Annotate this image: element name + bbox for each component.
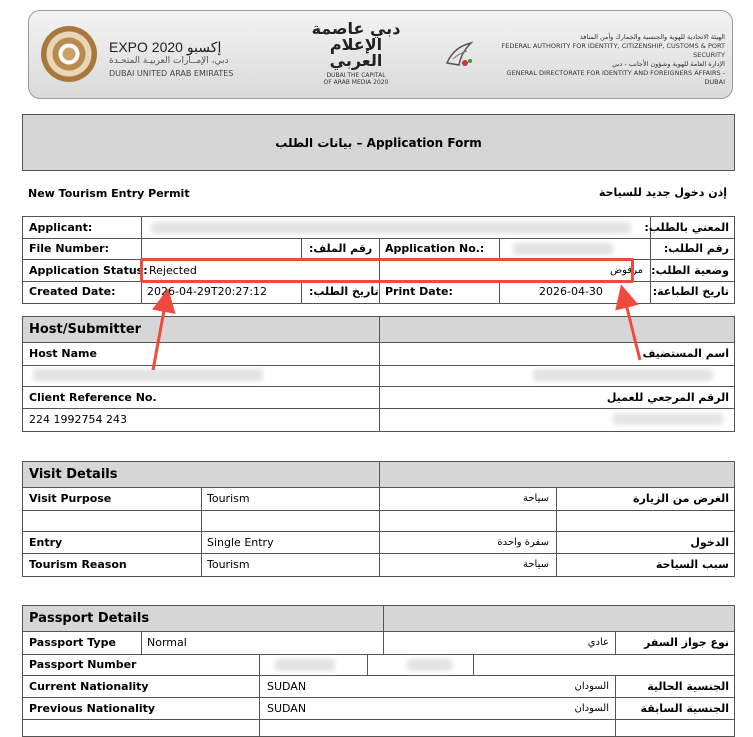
passport-number-label: Passport Number	[29, 658, 137, 671]
visit-purpose-value-ar: سياحة	[523, 493, 549, 504]
file-number-label-ar: رقم الملف:	[309, 242, 373, 255]
gdrfa-english-2: GENERAL DIRECTORATE FOR IDENTITY AND FOREIGNERS AFFAIRS - DUBAI	[506, 69, 725, 86]
print-date-label-ar: تاريخ الطباعة:	[652, 285, 729, 298]
client-ref-label: Client Reference No.	[29, 390, 157, 404]
host-name-label-ar: اسم المستضيف	[642, 347, 729, 360]
status-value: Rejected	[149, 263, 197, 277]
visit-heading: Visit Details	[29, 467, 118, 482]
previous-nationality-label-ar: الجنسية السابقة	[640, 701, 729, 715]
permit-type-en: New Tourism Entry Permit	[28, 187, 190, 200]
gdrfa-english-1: FEDERAL AUTHORITY FOR IDENTITY, CITIZENSHIP, CUSTOMS & PORT SECURITY	[501, 42, 725, 59]
media-logo-arabic: دبي عاصمة الإعلام العربي	[311, 19, 401, 70]
current-nationality-value: SUDAN	[267, 679, 307, 693]
host-heading: Host/Submitter	[29, 322, 142, 337]
created-date-label: Created Date:	[29, 285, 116, 298]
passport-type-value: Normal	[147, 636, 187, 649]
visit-purpose-value: Tourism	[207, 492, 250, 505]
expo-subtitle: DUBAI UNITED ARAB EMIRATES	[109, 69, 234, 78]
permit-type-ar: إذن دخول جديد للسياحة	[598, 186, 727, 199]
applicant-label-ar: المعني بالطلب:	[644, 221, 729, 234]
tourism-reason-label-ar: سبب السياحة	[655, 557, 729, 571]
entry-value: Single Entry	[207, 535, 274, 549]
expo-arabic: دبي، الإمــارات العربيـة المتحـدة	[109, 56, 229, 66]
previous-nationality-label: Previous Nationality	[29, 701, 156, 715]
created-date-label-ar: تاريخ الطلب:	[309, 285, 379, 298]
client-ref-value: 224 1992754 243	[29, 412, 127, 426]
entry-label: Entry	[29, 535, 63, 549]
status-label: Application Status:	[29, 263, 148, 277]
current-nationality-value-ar: السودان	[574, 680, 609, 692]
applicant-label: Applicant:	[29, 221, 93, 234]
status-value-ar: مرفوض	[610, 264, 643, 276]
passport-heading: Passport Details	[29, 611, 150, 626]
previous-nationality-value: SUDAN	[267, 701, 307, 715]
host-name-label: Host Name	[29, 347, 97, 360]
print-date-label: Print Date:	[385, 285, 453, 298]
arrow-right	[624, 296, 640, 360]
application-no-label: Application No.:	[385, 242, 485, 255]
page-title: بيانات الطلب – Application Form	[22, 114, 735, 171]
tourism-reason-value-ar: سياحة	[523, 558, 549, 570]
media-en-line2: OF ARAB MEDIA 2020	[323, 79, 389, 86]
entry-value-ar: سفرة واحدة	[497, 536, 549, 548]
file-number-label: File Number:	[29, 242, 110, 255]
visit-purpose-label-ar: الغرض من الزيارة	[633, 492, 729, 505]
media-en-line1: DUBAI THE CAPITAL	[326, 72, 386, 79]
status-label-ar: وضعية الطلب:	[651, 263, 729, 277]
client-ref-label-ar: الرقم المرجعي للعميل	[606, 390, 729, 404]
application-no-label-ar: رقم الطلب:	[663, 242, 729, 255]
passport-type-label-ar: نوع جواز السفر	[644, 636, 729, 649]
tourism-reason-label: Tourism Reason	[29, 557, 127, 571]
current-nationality-label-ar: الجنسية الحالية	[647, 679, 729, 693]
previous-nationality-value-ar: السودان	[574, 702, 609, 714]
gdrfa-arabic-1: الهيئة الاتحادية للهوية والجنسية والجمارك وأمن المنافذ	[579, 33, 725, 41]
arrow-left	[153, 300, 166, 370]
entry-label-ar: الدخول	[690, 535, 729, 549]
tourism-reason-value: Tourism	[207, 557, 250, 571]
passport-type-value-ar: عادي	[587, 637, 609, 648]
passport-type-label: Passport Type	[29, 636, 116, 649]
print-date-value: 2026-04-30	[539, 285, 603, 298]
visit-purpose-label: Visit Purpose	[29, 492, 112, 505]
gdrfa-arabic-2: الإدارة العامة للهوية وشؤون الأجانب - دبي	[612, 60, 725, 68]
current-nationality-label: Current Nationality	[29, 679, 149, 693]
created-date-value: 2026-04-29T20:27:12	[147, 285, 268, 298]
expo-title: EXPO 2020 إكسبو	[109, 39, 222, 55]
